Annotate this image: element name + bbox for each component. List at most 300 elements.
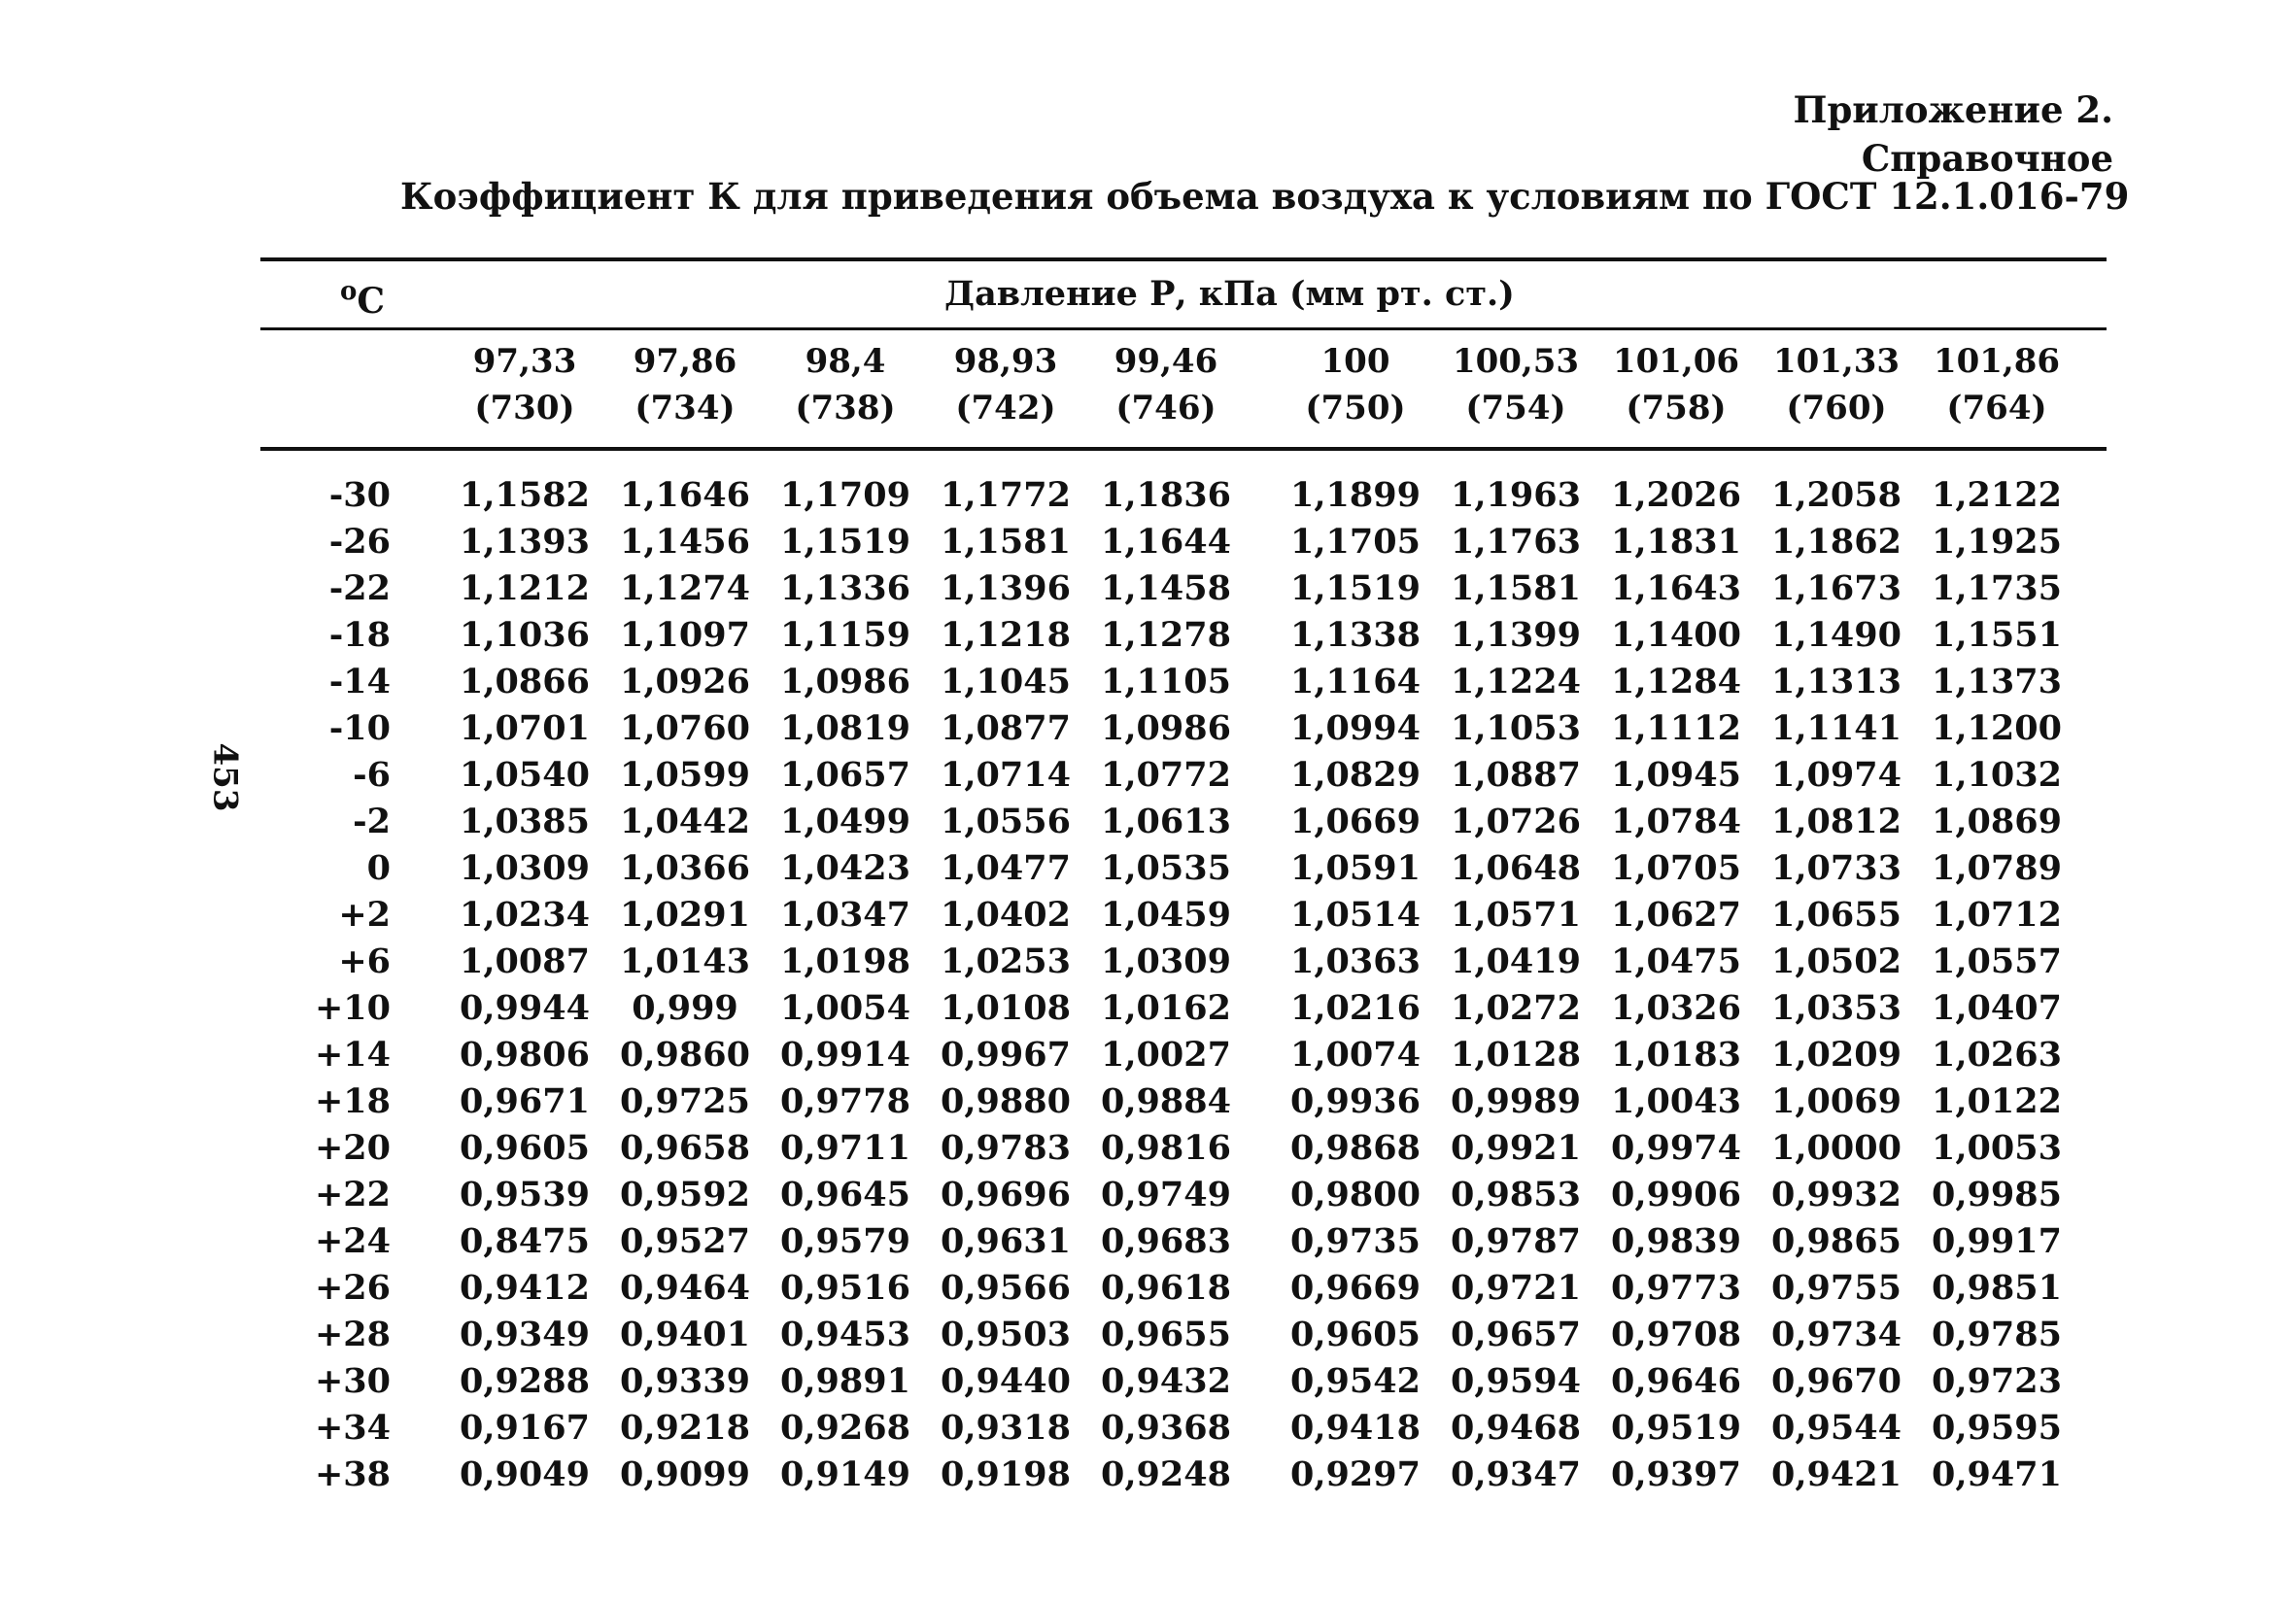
coefficient-cell: 1,0869 [1932,802,2062,841]
temperature-cell: +24 [314,1221,391,1261]
coefficient-cell: 1,0216 [1290,988,1421,1028]
coefficient-cell: 0,9723 [1932,1361,2062,1401]
table-row [0,519,2296,565]
coefficient-cell: 1,0945 [1611,755,1741,795]
coefficient-cell: 0,9421 [1771,1454,1902,1494]
coefficient-cell: 1,1519 [1290,568,1421,608]
coefficient-cell: 1,0054 [780,988,910,1028]
coefficient-cell: 1,0272 [1451,988,1581,1028]
coefficient-cell: 0,9503 [941,1315,1071,1354]
coefficient-cell: 1,1925 [1932,522,2062,562]
coefficient-cell: 1,0657 [780,755,910,795]
table-row [0,1172,2296,1218]
coefficient-cell: 0,9453 [780,1315,910,1354]
coefficient-cell: 1,0419 [1451,941,1581,981]
coefficient-cell: 1,0122 [1932,1081,2062,1121]
pressure-column-header [607,338,763,431]
table-row [0,1125,2296,1172]
table-row [0,1405,2296,1452]
coefficient-cell: 1,1581 [1451,568,1581,608]
coefficient-cell: 1,0442 [620,802,750,841]
coefficient-cell: 1,1836 [1101,475,1231,515]
coefficient-cell: 1,0263 [1932,1035,2062,1075]
table-row [0,1358,2296,1405]
coefficient-cell: 1,0347 [780,895,910,935]
coefficient-cell: 1,1112 [1611,708,1741,748]
coefficient-cell: 1,1400 [1611,615,1741,655]
coefficient-cell: 1,0819 [780,708,910,748]
temperature-cell: -6 [353,755,391,795]
coefficient-cell: 1,0234 [460,895,590,935]
coefficient-cell: 0,9851 [1932,1268,2062,1308]
coefficient-cell: 1,0556 [941,802,1071,841]
coefficient-cell: 0,9865 [1771,1221,1902,1261]
coefficient-cell: 0,9917 [1932,1221,2062,1261]
coefficient-cell: 1,0669 [1290,802,1421,841]
coefficient-cell: 0,9778 [780,1081,910,1121]
coefficient-cell: 0,9368 [1101,1408,1231,1448]
coefficient-cell: 1,0326 [1611,988,1741,1028]
pressure-kpa: 99,46 [1114,342,1218,381]
coefficient-cell: 1,1456 [620,522,750,562]
coefficient-cell: 0,9725 [620,1081,750,1121]
coefficient-cell: 1,1862 [1771,522,1902,562]
coefficient-cell: 1,0535 [1101,848,1231,888]
table-row [0,1032,2296,1078]
pressure-kpa: 97,33 [472,342,577,381]
pressure-mmhg: (734) [634,389,736,427]
pressure-mmhg: (758) [1626,389,1727,427]
coefficient-cell: 1,0143 [620,941,750,981]
coefficient-cell: 1,0599 [620,755,750,795]
pressure-column-header [928,338,1083,431]
coefficient-cell: 0,9989 [1451,1081,1581,1121]
coefficient-cell: 1,0789 [1932,848,2062,888]
coefficient-cell: 0,9657 [1451,1315,1581,1354]
coefficient-cell: 1,0162 [1101,988,1231,1028]
coefficient-cell: 0,9646 [1611,1361,1741,1401]
coefficient-cell: 1,0502 [1771,941,1902,981]
coefficient-cell: 0,9618 [1101,1268,1231,1308]
coefficient-cell: 0,9432 [1101,1361,1231,1401]
temperature-cell: -22 [328,568,391,608]
coefficient-cell: 1,0385 [460,802,590,841]
coefficient-cell: 1,1705 [1290,522,1421,562]
appendix-number: Приложение 2. [1793,88,2113,131]
coefficient-cell: 1,1105 [1101,662,1231,701]
table-row [0,892,2296,939]
coefficient-cell: 1,1582 [460,475,590,515]
coefficient-cell: 1,0926 [620,662,750,701]
temperature-cell: +30 [314,1361,391,1401]
temperature-cell: +20 [314,1128,391,1168]
temperature-unit-header [340,277,385,322]
temperature-cell: +10 [314,988,391,1028]
coefficient-cell: 1,0887 [1451,755,1581,795]
table-row [0,939,2296,985]
coefficient-cell: 1,0986 [1101,708,1231,748]
coefficient-cell: 1,0459 [1101,895,1231,935]
coefficient-cell: 1,1772 [941,475,1071,515]
coefficient-cell: 1,0514 [1290,895,1421,935]
coefficient-cell: 1,1045 [941,662,1071,701]
appendix-label [1794,85,2114,183]
page-title: Коэффициент К для приведения объема воздуха к условиям по ГОСТ 12.1.016-79 [400,175,2130,218]
pressure-kpa: 100 [1320,342,1390,381]
coefficient-cell: 1,0812 [1771,802,1902,841]
coefficient-cell: 1,0309 [460,848,590,888]
coefficient-cell: 1,1519 [780,522,910,562]
coefficient-cell: 0,9860 [620,1035,750,1075]
coefficient-cell: 1,1458 [1101,568,1231,608]
coefficient-cell: 1,0253 [941,941,1071,981]
coefficient-cell: 0,9318 [941,1408,1071,1448]
temperature-cell: -30 [328,475,391,515]
coefficient-cell: 1,0701 [460,708,590,748]
coefficient-cell: 1,0994 [1290,708,1421,748]
coefficient-cell: 0,9670 [1771,1361,1902,1401]
coefficient-cell: 1,1490 [1771,615,1902,655]
pressure-column-header [1759,338,1914,431]
coefficient-cell: 1,1212 [460,568,590,608]
coefficient-cell: 0,9696 [941,1175,1071,1214]
pressure-column-header [1919,338,2074,431]
coefficient-cell: 1,0613 [1101,802,1231,841]
pressure-column-header [447,338,602,431]
coefficient-cell: 1,0053 [1932,1128,2062,1168]
coefficient-cell: 1,0714 [941,755,1071,795]
pressure-column-header [1088,338,1244,431]
coefficient-cell: 0,8475 [460,1221,590,1261]
coefficient-cell: 0,9471 [1932,1454,2062,1494]
table-body-rule [260,447,2107,451]
coefficient-cell: 1,0363 [1290,941,1421,981]
coefficient-cell: 0,9288 [460,1361,590,1401]
coefficient-cell: 1,0027 [1101,1035,1231,1075]
coefficient-cell: 0,9527 [620,1221,750,1261]
temperature-cell: +6 [338,941,391,981]
temperature-cell: +28 [314,1315,391,1354]
coefficient-cell: 1,1393 [460,522,590,562]
coefficient-cell: 0,9806 [460,1035,590,1075]
coefficient-cell: 0,9787 [1451,1221,1581,1261]
coefficient-cell: 1,0069 [1771,1081,1902,1121]
coefficient-cell: 1,0209 [1771,1035,1902,1075]
coefficient-cell: 0,9464 [620,1268,750,1308]
coefficient-cell: 0,9605 [460,1128,590,1168]
page-number: 453 [205,742,245,812]
coefficient-cell: 0,9936 [1290,1081,1421,1121]
coefficient-cell: 1,0712 [1932,895,2062,935]
coefficient-cell: 1,0087 [460,941,590,981]
coefficient-cell: 0,9149 [780,1454,910,1494]
coefficient-cell: 1,1399 [1451,615,1581,655]
coefficient-cell: 1,0499 [780,802,910,841]
pressure-mmhg: (738) [795,389,896,427]
coefficient-cell: 1,0571 [1451,895,1581,935]
coefficient-cell: 0,9198 [941,1454,1071,1494]
temperature-cell: -14 [328,662,391,701]
coefficient-cell: 0,9868 [1290,1128,1421,1168]
coefficient-cell: 0,9749 [1101,1175,1231,1214]
coefficient-cell: 1,0726 [1451,802,1581,841]
coefficient-cell: 0,9339 [620,1361,750,1401]
coefficient-cell: 1,1763 [1451,522,1581,562]
coefficient-cell: 1,1200 [1932,708,2062,748]
temperature-cell: +14 [314,1035,391,1075]
coefficient-cell: 1,1336 [780,568,910,608]
coefficient-cell: 1,1032 [1932,755,2062,795]
coefficient-cell: 0,9906 [1611,1175,1741,1214]
table-header-rule [260,327,2107,330]
coefficient-cell: 1,1284 [1611,662,1741,701]
coefficient-cell: 1,1735 [1932,568,2062,608]
coefficient-cell: 0,9658 [620,1128,750,1168]
pressure-column-header [768,338,923,431]
temperature-cell: +34 [314,1408,391,1448]
pressure-kpa: 100,53 [1452,342,1580,381]
coefficient-cell: 1,1899 [1290,475,1421,515]
coefficient-cell: 1,1097 [620,615,750,655]
coefficient-cell: 1,1963 [1451,475,1581,515]
table-row [0,799,2296,845]
coefficient-cell: 1,1831 [1611,522,1741,562]
coefficient-cell: 1,2122 [1932,475,2062,515]
coefficient-cell: 0,9708 [1611,1315,1741,1354]
coefficient-cell: 0,9816 [1101,1128,1231,1168]
coefficient-cell: 0,9349 [460,1315,590,1354]
temperature-cell: +38 [314,1454,391,1494]
coefficient-cell: 0,9735 [1290,1221,1421,1261]
pressure-mmhg: (764) [1946,389,2047,427]
coefficient-cell: 0,9800 [1290,1175,1421,1214]
coefficient-cell: 0,9974 [1611,1128,1741,1168]
coefficient-cell: 0,9891 [780,1361,910,1401]
coefficient-cell: 0,9669 [1290,1268,1421,1308]
pressure-mmhg: (750) [1305,389,1406,427]
table-row [0,565,2296,612]
temperature-cell: +26 [314,1268,391,1308]
coefficient-cell: 1,0198 [780,941,910,981]
coefficient-cell: 0,9721 [1451,1268,1581,1308]
coefficient-cell: 0,9397 [1611,1454,1741,1494]
pressure-kpa: 101,86 [1933,342,2061,381]
table-row [0,472,2296,519]
coefficient-cell: 1,1581 [941,522,1071,562]
coefficient-cell: 1,0291 [620,895,750,935]
pressure-mmhg: (742) [955,389,1056,427]
coefficient-cell: 0,9985 [1932,1175,2062,1214]
pressure-mmhg: (760) [1786,389,1887,427]
temperature-cell: -26 [328,522,391,562]
coefficient-cell: 0,9167 [460,1408,590,1448]
coefficient-cell: 1,1278 [1101,615,1231,655]
coefficient-cell: 0,9914 [780,1035,910,1075]
coefficient-cell: 1,0475 [1611,941,1741,981]
coefficient-cell: 0,9631 [941,1221,1071,1261]
coefficient-cell: 0,9773 [1611,1268,1741,1308]
table-row [0,845,2296,892]
table-row [0,705,2296,752]
coefficient-cell: 1,1709 [780,475,910,515]
coefficient-cell: 1,0733 [1771,848,1902,888]
coefficient-cell: 1,1224 [1451,662,1581,701]
coefficient-cell: 1,0974 [1771,755,1902,795]
coefficient-cell: 0,9579 [780,1221,910,1261]
coefficient-cell: 0,9880 [941,1081,1071,1121]
coefficient-cell: 1,0309 [1101,941,1231,981]
coefficient-cell: 1,0477 [941,848,1071,888]
temperature-cell: +2 [338,895,391,935]
coefficient-cell: 0,9218 [620,1408,750,1448]
pressure-kpa: 101,06 [1612,342,1740,381]
temperature-cell: -10 [328,708,391,748]
coefficient-cell: 0,9248 [1101,1454,1231,1494]
coefficient-cell: 0,9683 [1101,1221,1231,1261]
coefficient-cell: 1,1338 [1290,615,1421,655]
table-row [0,1452,2296,1498]
coefficient-cell: 0,9853 [1451,1175,1581,1214]
coefficient-cell: 1,0366 [620,848,750,888]
coefficient-table [0,472,2296,1498]
coefficient-cell: 0,9268 [780,1408,910,1448]
table-row [0,1218,2296,1265]
table-row [0,985,2296,1032]
coefficient-cell: 1,0877 [941,708,1071,748]
degree-mark: o [340,277,358,306]
coefficient-cell: 1,0591 [1290,848,1421,888]
coefficient-cell: 1,0705 [1611,848,1741,888]
coefficient-cell: 1,0655 [1771,895,1902,935]
pressure-column-header [1438,338,1593,431]
coefficient-cell: 0,9944 [460,988,590,1028]
coefficient-cell: 1,2058 [1771,475,1902,515]
table-row [0,1265,2296,1312]
table-row [0,1078,2296,1125]
pressure-kpa: 98,4 [805,342,886,381]
coefficient-cell: 1,0648 [1451,848,1581,888]
coefficient-cell: 1,1159 [780,615,910,655]
coefficient-cell: 1,0108 [941,988,1071,1028]
table-row [0,752,2296,799]
coefficient-cell: 0,9049 [460,1454,590,1494]
coefficient-cell: 1,0540 [460,755,590,795]
coefficient-cell: 0,999 [632,988,738,1028]
coefficient-cell: 1,1396 [941,568,1071,608]
table-row [0,1312,2296,1358]
coefficient-cell: 1,0000 [1771,1128,1902,1168]
coefficient-cell: 0,9785 [1932,1315,2062,1354]
coefficient-cell: 1,2026 [1611,475,1741,515]
coefficient-cell: 1,0557 [1932,941,2062,981]
coefficient-cell: 0,9734 [1771,1315,1902,1354]
pressure-kpa: 101,33 [1772,342,1901,381]
coefficient-cell: 0,9297 [1290,1454,1421,1494]
coefficient-cell: 0,9412 [460,1268,590,1308]
coefficient-cell: 1,0353 [1771,988,1902,1028]
coefficient-cell: 0,9755 [1771,1268,1902,1308]
temperature-cell: +22 [314,1175,391,1214]
coefficient-cell: 0,9347 [1451,1454,1581,1494]
pressure-mmhg: (754) [1465,389,1566,427]
coefficient-cell: 0,9783 [941,1128,1071,1168]
coefficient-cell: 1,0760 [620,708,750,748]
coefficient-cell: 1,1646 [620,475,750,515]
coefficient-cell: 1,1141 [1771,708,1902,748]
coefficient-cell: 1,0423 [780,848,910,888]
coefficient-cell: 0,9839 [1611,1221,1741,1261]
coefficient-cell: 0,9468 [1451,1408,1581,1448]
coefficient-cell: 0,9711 [780,1128,910,1168]
coefficient-cell: 0,9418 [1290,1408,1421,1448]
celsius-mark: C [357,281,385,322]
pressure-column-headers [0,338,2296,435]
coefficient-cell: 1,0772 [1101,755,1231,795]
pressure-kpa: 97,86 [633,342,737,381]
pressure-kpa: 98,93 [953,342,1058,381]
coefficient-cell: 1,1036 [460,615,590,655]
coefficient-cell: 1,0986 [780,662,910,701]
coefficient-cell: 0,9921 [1451,1128,1581,1168]
pressure-column-header [1278,338,1433,431]
pressure-column-header [1598,338,1754,431]
coefficient-cell: 0,9594 [1451,1361,1581,1401]
coefficient-cell: 1,0402 [941,895,1071,935]
coefficient-cell: 0,9655 [1101,1315,1231,1354]
coefficient-cell: 1,1373 [1932,662,2062,701]
coefficient-cell: 1,0627 [1611,895,1741,935]
coefficient-cell: 0,9884 [1101,1081,1231,1121]
coefficient-cell: 0,9516 [780,1268,910,1308]
pressure-mmhg: (730) [474,389,575,427]
coefficient-cell: 0,9592 [620,1175,750,1214]
pressure-caption: Давление Р, кПа (мм рт. ст.) [944,274,1515,314]
temperature-cell: -2 [353,802,391,841]
coefficient-cell: 1,0183 [1611,1035,1741,1075]
coefficient-cell: 1,1164 [1290,662,1421,701]
temperature-cell: +18 [314,1081,391,1121]
coefficient-cell: 1,0074 [1290,1035,1421,1075]
temperature-cell: 0 [366,848,391,888]
coefficient-cell: 1,0043 [1611,1081,1741,1121]
coefficient-cell: 1,1643 [1611,568,1741,608]
coefficient-cell: 1,1218 [941,615,1071,655]
coefficient-cell: 0,9645 [780,1175,910,1214]
coefficient-cell: 1,1673 [1771,568,1902,608]
table-top-rule [260,257,2107,261]
coefficient-cell: 1,0829 [1290,755,1421,795]
coefficient-cell: 0,9605 [1290,1315,1421,1354]
coefficient-cell: 0,9539 [460,1175,590,1214]
coefficient-cell: 0,9967 [941,1035,1071,1075]
coefficient-cell: 0,9440 [941,1361,1071,1401]
coefficient-cell: 0,9932 [1771,1175,1902,1214]
coefficient-cell: 1,1274 [620,568,750,608]
table-row [0,659,2296,705]
coefficient-cell: 1,1551 [1932,615,2062,655]
pressure-mmhg: (746) [1115,389,1217,427]
coefficient-cell: 0,9401 [620,1315,750,1354]
coefficient-cell: 0,9566 [941,1268,1071,1308]
coefficient-cell: 0,9099 [620,1454,750,1494]
coefficient-cell: 1,1053 [1451,708,1581,748]
coefficient-cell: 1,1313 [1771,662,1902,701]
coefficient-cell: 0,9671 [460,1081,590,1121]
coefficient-cell: 0,9595 [1932,1408,2062,1448]
coefficient-cell: 1,1644 [1101,522,1231,562]
coefficient-cell: 1,0407 [1932,988,2062,1028]
coefficient-cell: 0,9542 [1290,1361,1421,1401]
